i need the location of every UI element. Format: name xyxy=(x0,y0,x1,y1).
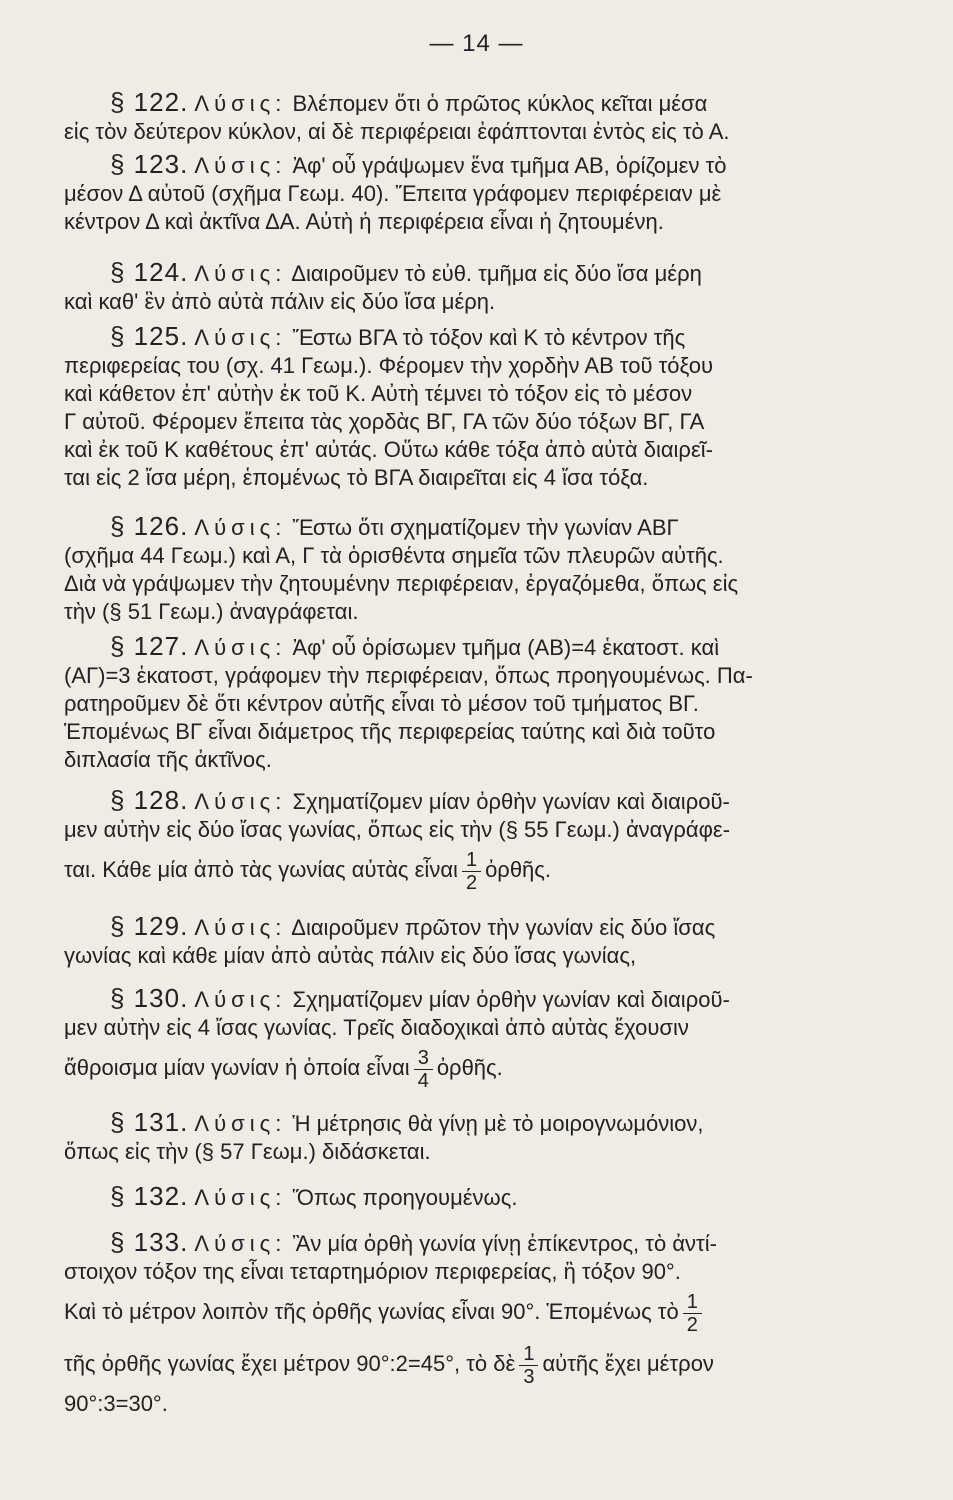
paragraph-123 xyxy=(64,150,894,236)
line-text: Καὶ τὸ μέτρον λοιπὸν τῆς ὀρθῆς γωνίας εἶναι 90°. Ἑπομένως τὸ xyxy=(64,1299,679,1324)
line-text: Ἔστω ΒΓΑ τὸ τόξον καὶ Κ τὸ κέντρον τῆς xyxy=(292,325,686,350)
fraction-denominator: 4 xyxy=(417,1069,429,1092)
paragraph-line xyxy=(64,1286,894,1338)
paragraph-line xyxy=(64,1228,894,1258)
paragraph-line xyxy=(64,844,894,896)
paragraph-line xyxy=(64,512,894,542)
section-number: § 122. xyxy=(110,87,189,117)
paragraph-132 xyxy=(64,1182,894,1212)
line-text: τῆς ὀρθῆς γωνίας ἔχει μέτρον 90°:2=45°, τὸ δὲ xyxy=(64,1351,516,1376)
fraction xyxy=(683,1291,702,1336)
paragraph-line xyxy=(64,786,894,816)
line-text: Διαιροῦμεν πρῶτον τὴν γωνίαν εἰς δύο ἴσας xyxy=(291,915,716,940)
line-text: Ὅπως προηγουμένως. xyxy=(292,1185,518,1210)
line-text: Βλέπομεν ὅτι ὁ πρῶτος κύκλος κεῖται μέσα xyxy=(292,91,708,116)
paragraph-line: ρατηροῦμεν δὲ ὅτι κέντρον αὐτῆς εἶναι τὸ μέσον τοῦ τμήματος ΒΓ. xyxy=(64,691,699,716)
paragraph-line: μεν αὐτὴν εἰς δύο ἴσας γωνίας, ὅπως εἰς τὴν (§ 55 Γεωμ.) ἀναγράφε- xyxy=(64,817,731,842)
line-text: Σχηματίζομεν μίαν ὀρθὴν γωνίαν καὶ διαιροῦ- xyxy=(292,789,730,814)
solution-label: Λύσις: xyxy=(194,789,287,814)
paragraph-line: κέντρον Δ καὶ ἀκτῖνα ΔΑ. Αὐτὴ ἡ περιφέρεια εἶναι ἡ ζητουμένη. xyxy=(64,209,664,234)
line-text: Διαιροῦμεν τὸ εὐθ. τμῆμα εἰς δύο ἴσα μέρη xyxy=(291,261,702,286)
section-number: § 126. xyxy=(110,511,189,541)
line-text: ται. Κάθε μία ἀπὸ τὰς γωνίας αὐτὰς εἶναι xyxy=(64,857,458,882)
solution-label: Λύσις: xyxy=(194,1231,287,1256)
paragraph-line: μέσον Δ αὐτοῦ (σχῆμα Γεωμ. 40). Ἔπειτα γράφομεν περιφέρειαν μὲ xyxy=(64,181,722,206)
section-number: § 133. xyxy=(110,1227,189,1257)
paragraph-line: εἰς τὸν δεύτερον κύκλον, αἱ δὲ περιφέρειαι ἐφάπτονται ἐντὸς εἰς τὸ Α. xyxy=(64,119,730,144)
paragraph-line: τὴν (§ 51 Γεωμ.) ἀναγράφεται. xyxy=(64,599,359,624)
paragraph-line xyxy=(64,912,894,942)
paragraph-line xyxy=(64,258,894,288)
section-number: § 131. xyxy=(110,1107,189,1137)
paragraph-133 xyxy=(64,1228,894,1418)
paragraph-line: περιφερείας του (σχ. 41 Γεωμ.). Φέρομεν τὴν χορδὴν ΑΒ τοῦ τόξου xyxy=(64,353,714,378)
fraction-numerator: 1 xyxy=(683,1291,702,1314)
line-text: Ἀφ' οὗ γράψωμεν ἕνα τμῆμα ΑΒ, ὁρίζομεν τὸ xyxy=(292,153,727,178)
fraction-denominator: 3 xyxy=(523,1365,535,1388)
paragraph-line: καὶ καθ' ἓν ἀπὸ αὐτὰ πάλιν εἰς δύο ἴσα μέρη. xyxy=(64,289,496,314)
solution-label: Λύσις: xyxy=(194,515,287,540)
solution-label: Λύσις: xyxy=(194,261,287,286)
line-text: Ἀφ' οὗ ὁρίσωμεν τμῆμα (ΑΒ)=4 ἑκατοστ. καὶ xyxy=(292,635,720,660)
paragraph-line: (σχῆμα 44 Γεωμ.) καὶ Α, Γ τὰ ὁρισθέντα σημεῖα τῶν πλευρῶν αὐτῆς. xyxy=(64,543,724,568)
paragraph-line: ται εἰς 2 ἴσα μέρη, ἑπομένως τὸ ΒΓΑ διαιρεῖται εἰς 4 ἴσα τόξα. xyxy=(64,465,649,490)
solution-label: Λύσις: xyxy=(194,91,287,116)
paragraph-line: (ΑΓ)=3 ἑκατοστ, γράφομεν τὴν περιφέρειαν, ὅπως προηγουμένως. Πα- xyxy=(64,663,753,688)
line-text: αὐτῆς ἔχει μέτρον xyxy=(542,1351,714,1376)
section-number: § 129. xyxy=(110,911,189,941)
solution-label: Λύσις: xyxy=(194,153,287,178)
fraction-numerator: 1 xyxy=(519,1343,538,1366)
solution-label: Λύσις: xyxy=(194,325,287,350)
paragraph-122 xyxy=(64,88,894,146)
fraction-numerator: 1 xyxy=(462,849,481,872)
paragraph-line: ὅπως εἰς τὴν (§ 57 Γεωμ.) διδάσκεται. xyxy=(64,1139,431,1164)
paragraph-line: στοιχον τόξον της εἶναι τεταρτημόριον περιφερείας, ἢ τόξον 90°. xyxy=(64,1259,681,1284)
paragraph-124 xyxy=(64,258,894,316)
paragraph-130 xyxy=(64,984,894,1094)
paragraph-line: γωνίας καὶ κάθε μίαν ἀπὸ αὐτὰς πάλιν εἰς δύο ἴσας γωνίας, xyxy=(64,943,637,968)
section-number: § 123. xyxy=(110,149,189,179)
paragraph-129 xyxy=(64,912,894,970)
line-text: ἄθροισμα μίαν γωνίαν ἡ ὁποία εἶναι xyxy=(64,1055,410,1080)
fraction-denominator: 2 xyxy=(465,871,478,894)
section-number: § 127. xyxy=(110,631,189,661)
paragraph-131 xyxy=(64,1108,894,1166)
page-number: — 14 — xyxy=(429,30,524,57)
paragraph-126 xyxy=(64,512,894,626)
paragraph-line xyxy=(64,984,894,1014)
solution-label: Λύσις: xyxy=(194,987,287,1012)
paragraph-line xyxy=(64,1042,894,1094)
paragraph-127 xyxy=(64,632,894,774)
paragraph-125 xyxy=(64,322,894,492)
section-number: § 125. xyxy=(110,321,189,351)
paragraph-128 xyxy=(64,786,894,896)
line-text: Ἔστω ὅτι σχηματίζομεν τὴν γωνίαν ΑΒΓ xyxy=(292,515,679,540)
paragraph-line: 90°:3=30°. xyxy=(64,1391,168,1416)
solution-label: Λύσις: xyxy=(194,1111,287,1136)
solution-label: Λύσις: xyxy=(194,1185,287,1210)
paragraph-line: Διὰ νὰ γράψωμεν τὴν ζητουμένην περιφέρειαν, ἐργαζόμεθα, ὅπως εἰς xyxy=(64,571,739,596)
paragraph-line xyxy=(64,88,894,118)
solution-label: Λύσις: xyxy=(194,915,287,940)
fraction xyxy=(414,1047,433,1092)
section-number: § 132. xyxy=(110,1181,189,1211)
paragraph-line: καὶ κάθετον ἐπ' αὐτὴν ἐκ τοῦ Κ. Αὐτὴ τέμνει τὸ τόξον εἰς τὸ μέσον xyxy=(64,381,693,406)
line-text: Ἂν μία ὀρθὴ γωνία γίνῃ ἐπίκεντρος, τὸ ἀντί- xyxy=(292,1231,717,1256)
line-text: Ἡ μέτρησις θὰ γίνῃ μὲ τὸ μοιρογνωμόνιον, xyxy=(292,1111,704,1136)
paragraph-line: καὶ ἐκ τοῦ Κ καθέτους ἐπ' αὐτάς. Οὕτω κάθε τόξα ἀπὸ αὐτὰ διαιρεῖ- xyxy=(64,437,713,462)
line-text: ὀρθῆς. xyxy=(436,1055,503,1080)
solution-label: Λύσις: xyxy=(194,635,287,660)
paragraph-line xyxy=(64,632,894,662)
paragraph-line xyxy=(64,1108,894,1138)
paragraph-line: Γ αὐτοῦ. Φέρομεν ἔπειτα τὰς χορδὰς ΒΓ, ΓΑ τῶν δύο τόξων ΒΓ, ΓΑ xyxy=(64,409,705,434)
paragraph-line xyxy=(64,1182,894,1212)
paragraph-line xyxy=(64,322,894,352)
paragraph-line xyxy=(64,150,894,180)
paragraph-line: Ἑπομένως ΒΓ εἶναι διάμετρος τῆς περιφερείας ταύτης καὶ διὰ τοῦτο xyxy=(64,719,716,744)
paragraph-line: μεν αὐτὴν εἰς 4 ἴσας γωνίας. Τρεῖς διαδοχικαὶ ἀπὸ αὐτὰς ἔχουσιν xyxy=(64,1015,689,1040)
line-text: ὀρθῆς. xyxy=(485,857,551,882)
line-text: Σχηματίζομεν μίαν ὀρθὴν γωνίαν καὶ διαιροῦ- xyxy=(292,987,730,1012)
section-number: § 128. xyxy=(110,785,189,815)
paragraph-line: διπλασία τῆς ἀκτῖνος. xyxy=(64,747,272,772)
fraction xyxy=(519,1343,538,1388)
section-number: § 124. xyxy=(110,257,189,287)
fraction-numerator: 3 xyxy=(414,1047,433,1070)
section-number: § 130. xyxy=(110,983,189,1013)
paragraph-line xyxy=(64,1338,894,1390)
fraction-denominator: 2 xyxy=(686,1313,698,1336)
fraction xyxy=(462,849,481,894)
